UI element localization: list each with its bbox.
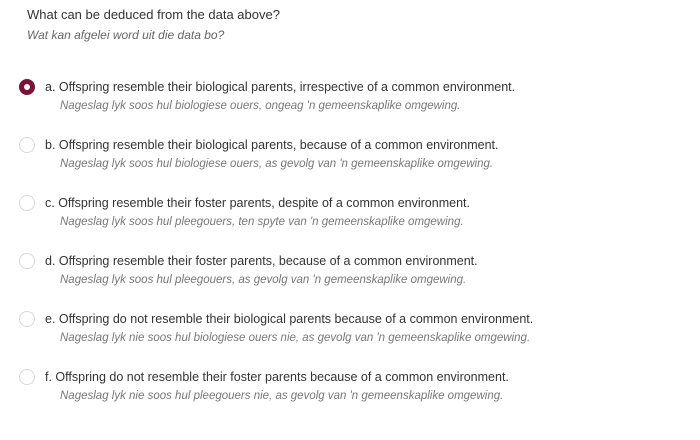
option-d[interactable] bbox=[0, 250, 700, 308]
option-f-label: f. Offspring do not resemble their foster parents because of a common environment. bbox=[45, 370, 509, 384]
option-d-label: d. Offspring resemble their foster parents, because of a common environment. bbox=[45, 254, 478, 268]
option-a-text[interactable] bbox=[45, 79, 515, 114]
option-f[interactable] bbox=[0, 366, 700, 424]
option-f-radio[interactable] bbox=[19, 369, 35, 385]
option-e[interactable] bbox=[0, 308, 700, 366]
option-a-label: a. Offspring resemble their biological parents, irrespective of a common environment. bbox=[45, 80, 516, 94]
question-text: What can be deduced from the data above? bbox=[27, 7, 280, 22]
option-c-label: c. Offspring resemble their foster parents, despite of a common environment. bbox=[45, 196, 470, 210]
option-d-radio[interactable] bbox=[19, 253, 35, 269]
option-b-translation: Nageslag lyk soos hul biologiese ouers, as gevolg van 'n gemeenskaplike omgewing. bbox=[60, 158, 494, 170]
option-a-radio[interactable] bbox=[19, 79, 35, 95]
option-b-label: b. Offspring resemble their biological parents, because of a common environment. bbox=[45, 138, 499, 152]
option-e-translation: Nageslag lyk nie soos hul biologiese ouers nie, as gevolg van 'n gemeenskaplike omgewing. bbox=[60, 332, 531, 344]
option-c-radio[interactable] bbox=[19, 195, 35, 211]
option-a-translation: Nageslag lyk soos hul biologiese ouers, ongeag 'n gemeenskaplike omgewing. bbox=[60, 100, 461, 112]
option-d-text[interactable] bbox=[45, 253, 478, 288]
question-block bbox=[27, 6, 280, 43]
option-e-text[interactable] bbox=[45, 311, 533, 346]
question-text-translation: Wat kan afgelei word uit die data bo? bbox=[27, 28, 225, 42]
option-b-radio[interactable] bbox=[19, 137, 35, 153]
option-c-translation: Nageslag lyk soos hul pleegouers, ten spyte van 'n gemeenskaplike omgewing. bbox=[60, 216, 464, 228]
option-b[interactable] bbox=[0, 134, 700, 192]
option-c[interactable] bbox=[0, 192, 700, 250]
option-c-text[interactable] bbox=[45, 195, 470, 230]
option-b-text[interactable] bbox=[45, 137, 498, 172]
option-f-text[interactable] bbox=[45, 369, 509, 404]
option-f-translation: Nageslag lyk nie soos hul pleegouers nie, as gevolg van 'n gemeenskaplike omgewing. bbox=[60, 390, 504, 402]
option-e-label: e. Offspring do not resemble their biological parents because of a common environment. bbox=[45, 312, 534, 326]
option-d-translation: Nageslag lyk soos hul pleegouers, as gevolg van 'n gemeenskaplike omgewing. bbox=[60, 274, 467, 286]
answer-options bbox=[0, 76, 700, 424]
option-e-radio[interactable] bbox=[19, 311, 35, 327]
option-a[interactable] bbox=[0, 76, 700, 134]
